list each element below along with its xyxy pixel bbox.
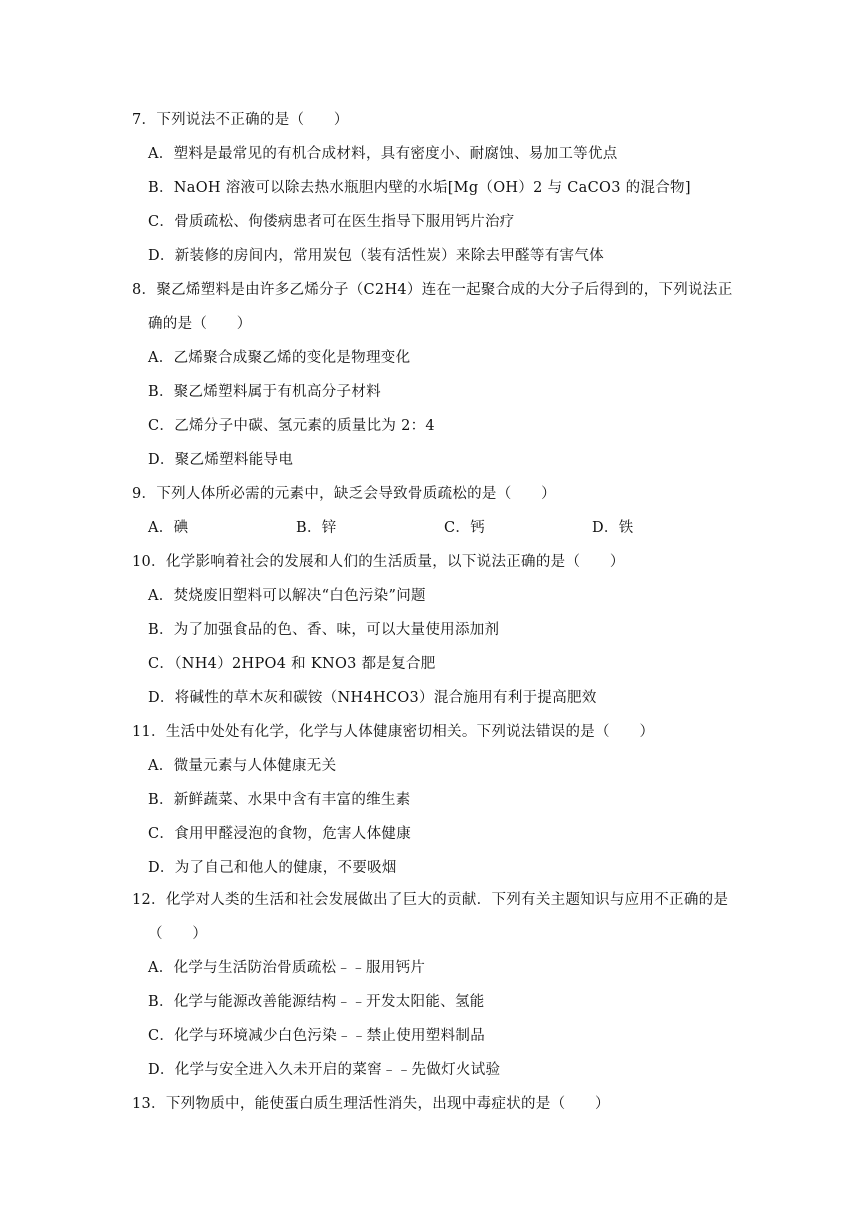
question-12-option-b: B．化学与能源改善能源结构﹣﹣开发太阳能、氢能 [148, 994, 485, 1010]
question-10-option-c: C．（NH4）2HPO4 和 KNO3 都是复合肥 [148, 656, 436, 672]
question-11-option-a: A．微量元素与人体健康无关 [148, 758, 337, 774]
question-11-stem: 11．生活中处处有化学，化学与人体健康密切相关。下列说法错误的是（ ） [132, 724, 655, 740]
question-11-option-b: B．新鲜蔬菜、水果中含有丰富的维生素 [148, 792, 411, 808]
question-9-stem: 9．下列人体所必需的元素中，缺乏会导致骨质疏松的是（ ） [132, 486, 556, 502]
question-8-option-c: C．乙烯分子中碳、氢元素的质量比为 2：4 [148, 418, 435, 434]
question-10-option-b: B．为了加强食品的色、香、味，可以大量使用添加剂 [148, 622, 500, 638]
question-7-option-a: A．塑料是最常见的有机合成材料，具有密度小、耐腐蚀、易加工等优点 [148, 146, 618, 162]
question-12-option-a: A．化学与生活防治骨质疏松﹣﹣服用钙片 [148, 960, 426, 976]
question-12-stem: 12．化学对人类的生活和社会发展做出了巨大的贡献．下列有关主题知识与应用不正确的是 [132, 892, 729, 908]
question-8-option-a: A．乙烯聚合成聚乙烯的变化是物理变化 [148, 350, 411, 366]
question-7-stem: 7．下列说法不正确的是（ ） [132, 112, 349, 128]
question-10-option-a: A．焚烧废旧塑料可以解决“白色污染”问题 [148, 588, 426, 604]
question-12-option-d: D．化学与安全进入久未开启的菜窖﹣﹣先做灯火试验 [148, 1062, 501, 1078]
question-8-stem-continuation: 确的是（ ） [148, 316, 252, 332]
question-11-option-c: C．食用甲醛浸泡的食物，危害人体健康 [148, 826, 411, 842]
question-8-option-d: D．聚乙烯塑料能导电 [148, 452, 294, 468]
question-9-option-a: A．碘 [148, 520, 189, 536]
question-11-option-d: D．为了自己和他人的健康，不要吸烟 [148, 860, 397, 876]
question-8-option-b: B．聚乙烯塑料属于有机高分子材料 [148, 384, 381, 400]
question-7-option-c: C．骨质疏松、佝偻病患者可在医生指导下服用钙片治疗 [148, 214, 515, 230]
question-12-option-c: C．化学与环境减少白色污染﹣﹣禁止使用塑料制品 [148, 1028, 485, 1044]
question-9-option-b: B．锌 [296, 520, 337, 536]
question-9-option-c: C．钙 [444, 520, 485, 536]
question-12-stem-continuation: （ ） [148, 926, 208, 942]
question-13-stem: 13．下列物质中，能使蛋白质生理活性消失，出现中毒症状的是（ ） [132, 1096, 610, 1112]
question-10-option-d: D．将碱性的草木灰和碳铵（NH4HCO3）混合施用有利于提高肥效 [148, 690, 597, 706]
question-8-stem: 8．聚乙烯塑料是由许多乙烯分子（C2H4）连在一起聚合成的大分子后得到的，下列说法正 [132, 282, 733, 298]
question-7-option-b: B．NaOH 溶液可以除去热水瓶胆内壁的水垢[Mg（OH）2 与 CaCO3 的混合物] [148, 180, 691, 196]
question-10-stem: 10．化学影响着社会的发展和人们的生活质量，以下说法正确的是（ ） [132, 554, 625, 570]
question-9-option-d: D．铁 [592, 520, 634, 536]
question-7-option-d: D．新装修的房间内，常用炭包（装有活性炭）来除去甲醛等有害气体 [148, 248, 604, 264]
